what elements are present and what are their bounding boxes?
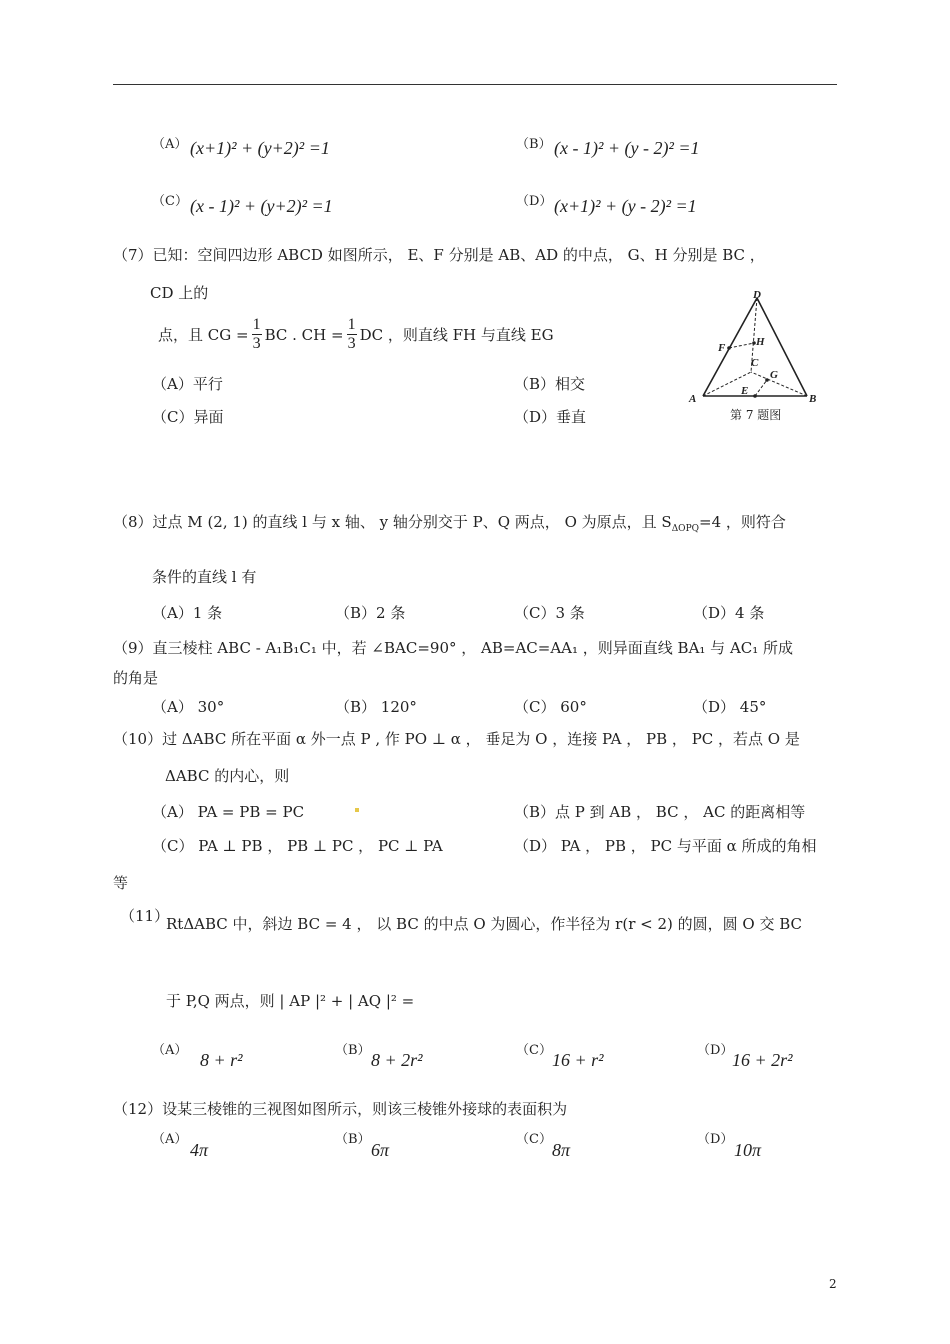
q12-a-expr: 4π (190, 1140, 209, 1160)
q8-line2: 条件的直线 l 有 (152, 568, 257, 586)
label-g: G (770, 369, 778, 381)
q7-fraction-2 (347, 316, 357, 353)
q11-line1: RtΔABC 中，斜边 BC = 4 ， 以 BC 的中点 O 为圆心，作半径为 r(r < 2) 的圆，圆 O 交 BC (166, 915, 803, 933)
point-f (727, 346, 731, 350)
q6-a-expr: (x+1)² + (y+2)² =1 (190, 138, 330, 158)
label-f: F (718, 342, 726, 354)
q8-line1 (113, 511, 786, 534)
q6-b-expr: (x - 1)² + (y - 2)² =1 (554, 138, 700, 158)
q6-d-expr: (x+1)² + (y - 2)² =1 (554, 196, 697, 216)
point-g (765, 378, 769, 382)
q6-d-label: （D） (516, 194, 553, 209)
frac-den: 3 (347, 335, 356, 352)
q7-line3-post: DC ，则直线 FH 与直线 EG (359, 326, 554, 344)
segment-fh (729, 343, 754, 348)
q7-line3-mid: BC . CH = (264, 325, 344, 344)
q8-option-c: （C）3 条 (514, 604, 585, 622)
q12-d-label: （D） (697, 1132, 734, 1147)
q6-c-expr: (x - 1)² + (y+2)² =1 (190, 196, 333, 216)
q10-line1: （10）过 ΔABC 所在平面 α 外一点 P , 作 PO ⊥ α ， 垂足为 O ，连接 PA ， PB ， PC ，若点 O 是 (113, 730, 800, 748)
q12-d-expr: 10π (734, 1140, 762, 1160)
label-e: E (741, 385, 749, 397)
frac-num: 1 (252, 316, 261, 333)
q7-fraction-1 (252, 316, 262, 353)
q12-c-label: （C） (516, 1132, 552, 1147)
q7-option-d: （D）垂直 (514, 408, 587, 426)
q9-option-d: （D） 45° (693, 698, 767, 716)
q7-line1: （7）已知：空间四边形 ABCD 如图所示， E、F 分别是 AB、AD 的中点， G、H 分别是 BC ， (113, 246, 765, 264)
q10-line2: ΔABC 的内心，则 (165, 767, 290, 785)
q10-option-b: （B）点 P 到 AB ， BC ， AC 的距离相等 (514, 803, 806, 821)
q10-option-d-cont: 等 (113, 874, 129, 892)
q11-c-expr: 16 + r² (552, 1050, 604, 1070)
q11-c-label: （C） (516, 1043, 552, 1058)
segment-eg (755, 380, 767, 396)
q6-c-label: （C） (152, 194, 188, 209)
q7-line3-pre: 点，且 CG = (158, 326, 249, 344)
q6-a-label: （A） (152, 137, 188, 152)
q10-option-d: （D） PA ， PB ， PC 与平面 α 所成的角相 (514, 837, 817, 855)
label-a: A (689, 393, 697, 405)
q8-option-b: （B）2 条 (335, 604, 406, 622)
q7-line3 (158, 316, 554, 353)
edge-bc-hidden (751, 372, 807, 396)
q12-b-label: （B） (335, 1132, 371, 1147)
q7-option-c: （C）异面 (152, 408, 224, 426)
header-rule (113, 84, 837, 85)
q11-a-label: （A） (152, 1043, 188, 1058)
q6-b-label: （B） (516, 137, 552, 152)
q12-a-label: （A） (152, 1132, 188, 1147)
q11-b-label: （B） (335, 1043, 371, 1058)
q7-option-a: （A）平行 (152, 375, 223, 393)
q8-option-d: （D）4 条 (693, 604, 765, 622)
q8-option-a: （A）1 条 (152, 604, 223, 622)
q12-b-expr: 6π (371, 1140, 390, 1160)
q7-figure-caption: 第 7 题图 (730, 408, 782, 422)
q7-line2: CD 上的 (150, 284, 209, 302)
q9-line2: 的角是 (113, 669, 159, 687)
q12-c-expr: 8π (552, 1140, 571, 1160)
q7-option-b: （B）相交 (514, 375, 586, 393)
frac-den: 3 (252, 335, 261, 352)
stray-dot (355, 808, 359, 812)
q9-line1: （9）直三棱柱 ABC - A₁B₁C₁ 中，若 ∠BAC=90° ， AB=AC=AA₁ ，则异面直线 BA₁ 与 AC₁ 所成 (113, 639, 794, 657)
q12-line1: （12）设某三棱锥的三视图如图所示，则该三棱锥外接球的表面积为 (113, 1100, 568, 1118)
q8-subscript: ΔOPQ (671, 524, 699, 534)
label-b: B (809, 393, 817, 405)
q11-a-expr: 8 + r² (200, 1050, 243, 1070)
point-e (753, 394, 757, 398)
q11-number: （11） (120, 907, 170, 925)
q11-d-label: （D） (697, 1043, 734, 1058)
q9-option-b: （B） 120° (335, 698, 417, 716)
q10-option-c: （C） PA ⊥ PB ， PB ⊥ PC ， PC ⊥ PA (152, 837, 443, 855)
page-number: 2 (829, 1277, 837, 1291)
q11-d-expr: 16 + 2r² (732, 1050, 793, 1070)
label-c: C (751, 357, 759, 369)
q8-line1-text: （8）过点 M (2, 1) 的直线 l 与 x 轴、 y 轴分别交于 P、Q 两点， O 为原点，且 S (113, 513, 672, 531)
q8-line1-end: =4 ，则符合 (699, 513, 786, 531)
q11-b-expr: 8 + 2r² (371, 1050, 423, 1070)
q9-option-c: （C） 60° (514, 698, 587, 716)
q9-option-a: （A） 30° (152, 698, 225, 716)
label-d: D (753, 289, 761, 301)
label-h: H (756, 336, 765, 348)
frac-num: 1 (347, 316, 356, 333)
q10-option-a: （A） PA = PB = PC (152, 803, 305, 821)
q11-line2: 于 P,Q 两点，则 | AP |² + | AQ |² = (166, 992, 415, 1010)
